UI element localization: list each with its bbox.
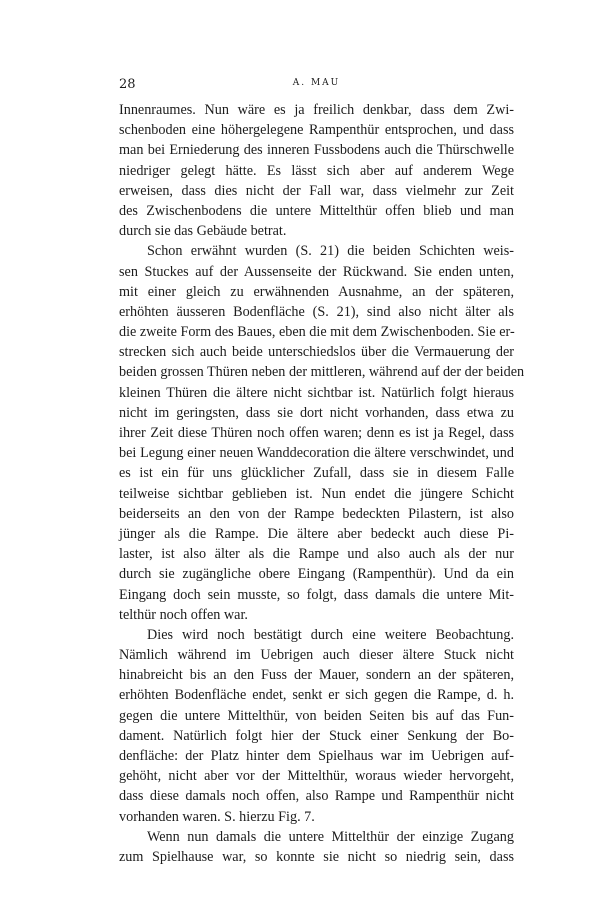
text-line: niedriger gelegt hätte. Es lässt sich aber auf anderem Wege <box>119 162 514 179</box>
text-line: beiderseits an den von der Rampe bedeckten Pilastern, ist also <box>119 505 514 522</box>
text-line: erhöhten äusseren Bodenfläche (S. 21), sind also nicht älter als <box>119 303 514 320</box>
text-line: man bei Erniederung des inneren Fussbodens auch die Thürschwelle <box>119 142 514 159</box>
text-line: mit einer gleich zu erwähnenden Ausnahme, an der späteren, <box>119 283 514 300</box>
paragraph <box>119 625 514 827</box>
text-line: jünger als die Rampe. Die ältere aber bedeckt auch diese Pi- <box>119 525 514 542</box>
text-line: kleinen Thüren die ältere nicht sichtbar ist. Natürlich folgt hieraus <box>119 384 514 401</box>
text-line: telthür noch offen war. <box>119 606 248 623</box>
text-line: bei Legung einer neuen Wanddecoration die ältere verschwindet, und <box>119 445 514 462</box>
text-line: schenboden eine höhergelegene Rampenthür entsprochen, und dass <box>119 122 514 139</box>
text-line: dass diese damals noch offen, also Rampe und Rampenthür nicht <box>119 788 514 805</box>
text-line: beiden grossen Thüren neben der mittleren, während auf der der beiden <box>119 364 525 381</box>
text-line: es ist ein für uns glücklicher Zufall, dass sie in diesem Falle <box>119 465 514 482</box>
text-line: teilweise sichtbar geblieben ist. Nun endet die jüngere Schicht <box>119 485 514 502</box>
body-text <box>119 100 525 867</box>
text-line: dament. Natürlich folgt hier der Stuck einer Senkung der Bo- <box>119 727 514 744</box>
text-line: erhöhten Bodenfläche endet, senkt er sich gegen die Rampe, d. h. <box>119 687 514 704</box>
page-number: 28 <box>119 77 136 92</box>
text-line: Wenn nun damals die untere Mittelthür der einzige Zugang <box>147 828 514 845</box>
text-line: Nämlich während im Uebrigen auch dieser ältere Stuck nicht <box>119 647 514 664</box>
text-line: denfläche: der Platz hinter dem Spielhaus war im Uebrigen auf- <box>119 748 514 764</box>
text-line: laster, ist also älter als die Rampe und also auch als der nur <box>119 546 514 563</box>
page-header <box>119 77 514 93</box>
text-line: ihrer Zeit diese Thüren noch offen waren; denn es ist ja Regel, dass <box>119 425 514 441</box>
text-line: zum Spielhause war, so konnte sie nicht so niedrig sein, dass <box>119 848 514 865</box>
text-line: erweisen, dass dies nicht der Fall war, dass vielmehr zur Zeit <box>119 182 514 199</box>
text-line: Dies wird noch bestätigt durch eine weitere Beobachtung. <box>147 626 514 643</box>
text-line: Schon erwähnt wurden (S. 21) die beiden Schichten weis- <box>147 243 514 260</box>
text-line: gehöht, nicht aber vor der Mittelthür, woraus wieder hervorgeht, <box>119 768 514 785</box>
paragraph <box>119 827 514 867</box>
text-line: Innenraumes. Nun wäre es ja freilich denkbar, dass dem Zwi- <box>119 102 514 118</box>
text-line: durch sie das Gebäude betrat. <box>119 223 287 240</box>
text-line: vorhanden waren. S. hierzu Fig. 7. <box>119 808 315 825</box>
text-line: durch sie zugängliche obere Eingang (Rampenthür). Und da ein <box>119 566 514 583</box>
text-line: sen Stuckes auf der Aussenseite der Rückwand. Sie enden unten, <box>119 263 514 280</box>
running-head: A. MAU <box>292 78 341 88</box>
text-line: gegen die untere Mittelthür, von beiden Seiten bis auf das Fun- <box>119 707 514 724</box>
text-line: Eingang doch sein musste, so folgt, dass damals die untere Mit- <box>119 586 514 603</box>
paragraph <box>119 100 514 241</box>
paragraph <box>119 241 525 625</box>
text-line: die zweite Form des Baues, eben die mit dem Zwischenboden. Sie er- <box>119 324 515 341</box>
text-line: nicht im geringsten, dass sie dort nicht vorhanden, dass etwa zu <box>119 404 514 421</box>
text-line: des Zwischenbodens die untere Mittelthür offen blieb und man <box>119 202 514 219</box>
text-line: strecken sich auch beide unterschiedslos über die Vermauerung der <box>119 344 514 361</box>
text-line: hinabreicht bis an den Fuss der Mauer, sondern an der späteren, <box>119 667 514 684</box>
